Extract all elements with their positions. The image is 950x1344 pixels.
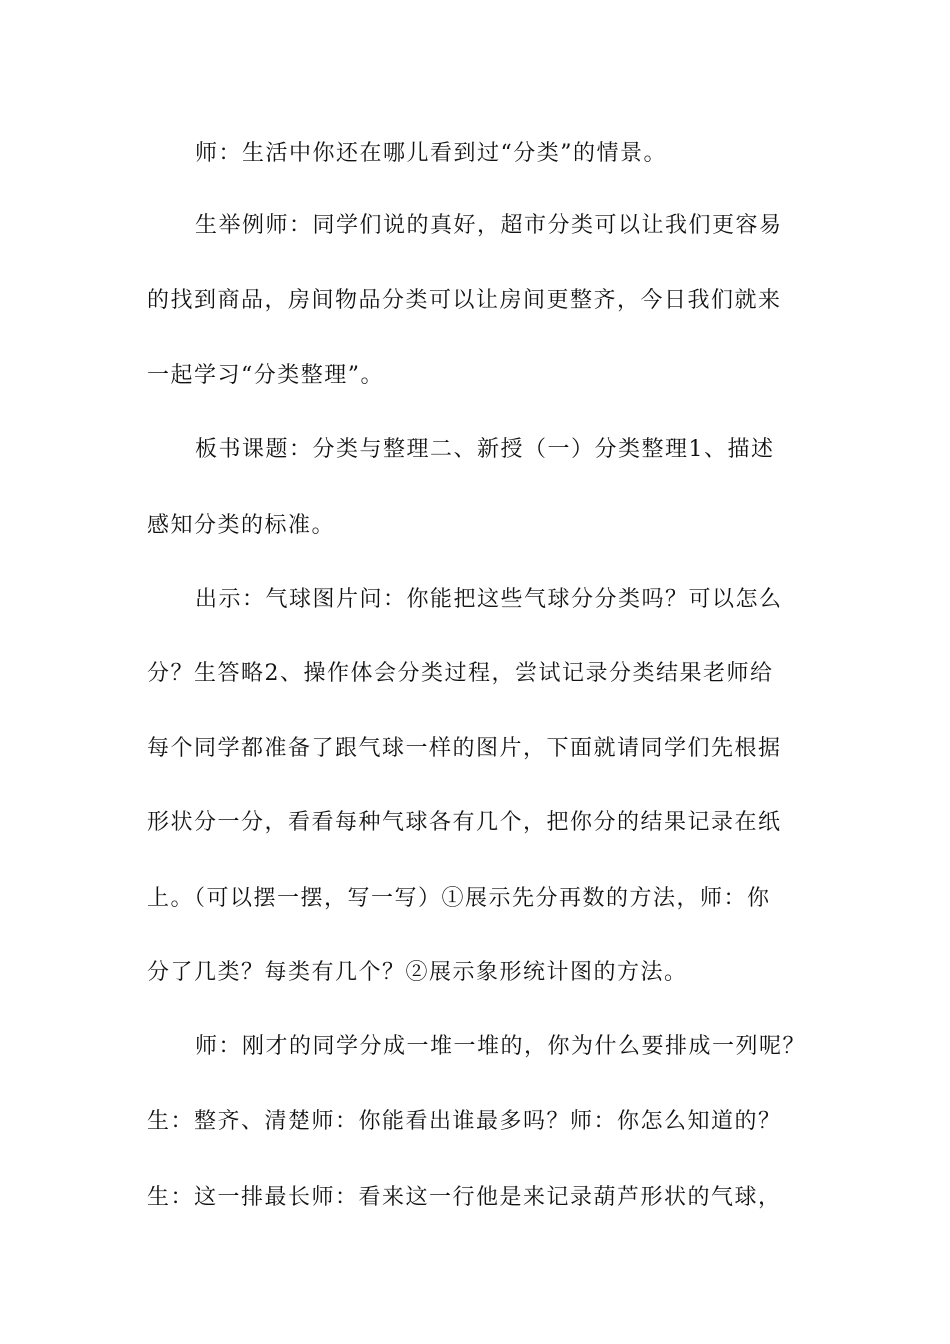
- text-line: 生：这一排最长师：看来这一行他是来记录葫芦形状的气球，: [147, 1185, 782, 1210]
- text-line: 每个同学都准备了跟气球一样的图片，下面就请同学们先根据: [147, 736, 782, 761]
- text-line: 的找到商品，房间物品分类可以让房间更整齐，今日我们就来: [147, 288, 782, 313]
- text-line: 一起学习“分类整理”。: [147, 363, 384, 388]
- text-line: 形状分一分，看看每种气球各有几个，把你分的结果记录在纸: [147, 810, 782, 835]
- text-line: 分？生答略2、操作体会分类过程，尝试记录分类结果老师给: [147, 661, 774, 686]
- text-line: 出示：气球图片问：你能把这些气球分分类吗？可以怎么: [195, 587, 783, 612]
- text-line: 生举例师：同学们说的真好，超市分类可以让我们更容易: [195, 213, 783, 238]
- text-line: 生：整齐、清楚师：你能看出谁最多吗？师：你怎么知道的？: [147, 1109, 782, 1134]
- text-line: 板书课题：分类与整理二、新授（一）分类整理1、描述: [195, 437, 775, 462]
- text-line: 感知分类的标准。: [147, 513, 336, 538]
- text-line: 师：刚才的同学分成一堆一堆的，你为什么要排成一列呢？: [195, 1034, 807, 1059]
- text-line: 上。（可以摆一摆，写一写）①展示先分再数的方法，师：你: [147, 886, 771, 911]
- text-line: 师：生活中你还在哪儿看到过“分类”的情景。: [195, 141, 667, 166]
- text-line: 分了几类？每类有几个？②展示象形统计图的方法。: [147, 960, 688, 985]
